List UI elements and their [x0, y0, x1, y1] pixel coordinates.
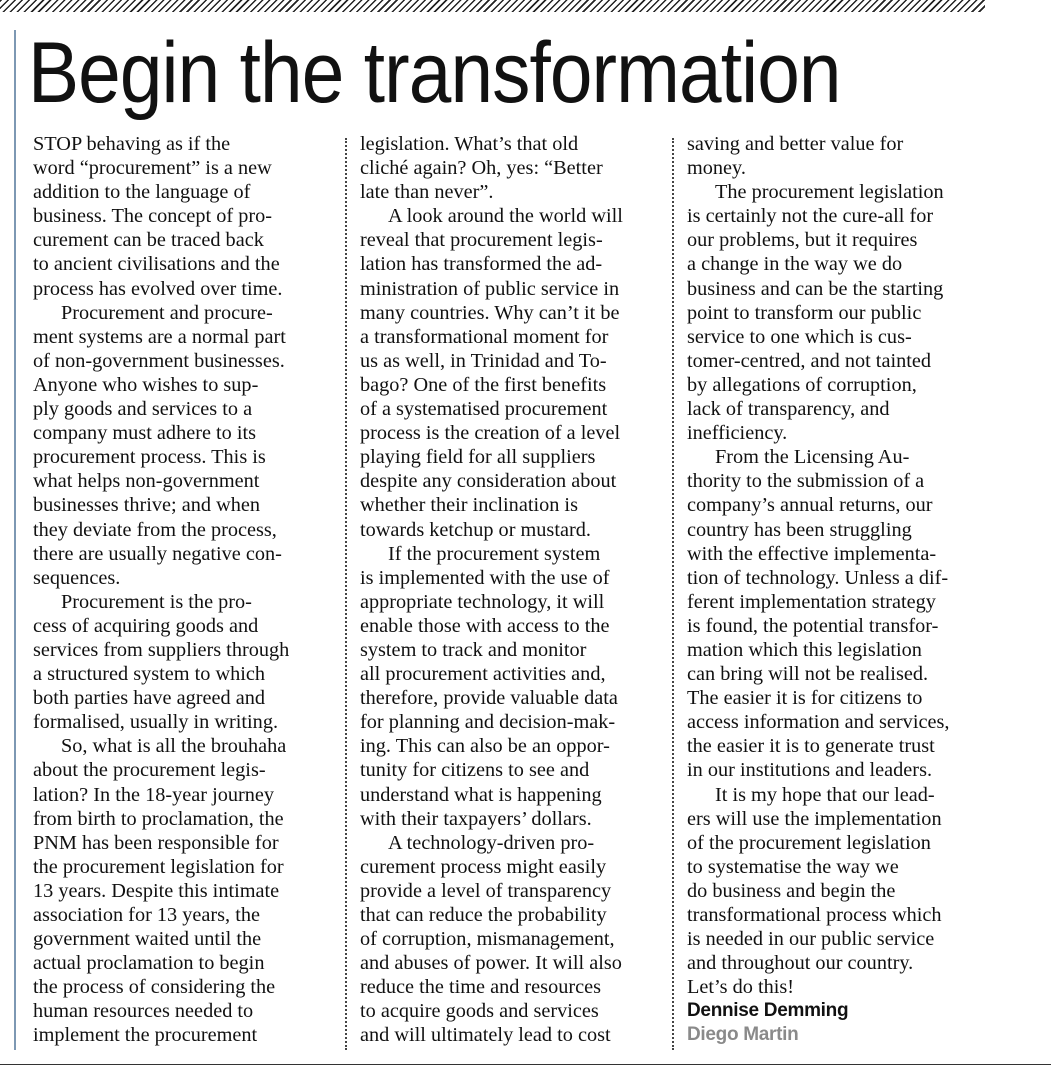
author-location: Diego Martin: [687, 1024, 799, 1046]
article-column-3: [687, 132, 983, 1047]
article-column-1: [33, 132, 329, 1048]
column-divider: [672, 138, 674, 1050]
author-name: Dennise Demming: [687, 1000, 849, 1022]
bottom-rule: [0, 1064, 1051, 1065]
column-divider: [345, 138, 347, 1050]
paragraph: From the Licensing Au- thority to the submission of a company’s annual returns, our country has been struggling with the effective implementa- tion of technology. Unless a dif- ferent implementation strategy is found, the potential transfor- mation which this legislation can bring will not be realised. The easier it is for citizens to access information and services, the easier it is to generate trust in our institutions and leaders.: [687, 446, 950, 782]
paragraph: The procurement legislation is certainly not the cure-all for our problems, but it requires a change in the way we do business and can be the starting point to transform our public service to one which is cus- tomer-centred, and not tainted by allegations of corruption, lack of transparency, and inefficiency.: [687, 181, 944, 445]
paragraph: STOP behaving as if the word “procurement” is a new addition to the language of business. The concept of pro- curement can be traced back to ancient civilisations and the process has evolved over time.: [33, 133, 283, 300]
paragraph: A technology-driven pro- curement process might easily provide a level of transparency that can reduce the probability of corruption, mismanagement, and abuses of power. It will also reduce the time and resources to acquire goods and services and will ultimately lead to cost: [360, 831, 622, 1047]
top-hatch-border: [0, 0, 985, 12]
article-column-2: [360, 132, 656, 1048]
paragraph: legislation. What’s that old cliché again? Oh, yes: “Better late than never”.: [360, 133, 603, 204]
paragraph: Procurement is the pro- cess of acquiring goods and services from suppliers through a structured system to which both parties have agreed and formalised, usually in writing.: [33, 590, 290, 734]
paragraph: So, what is all the brouhaha about the procurement legis- lation? In the 18-year journey from birth to proclamation, the PNM has been responsible for the procurement legislation for 13 years. Despite this intimate association for 13 years, the government waited until the actual proclamation to begin the process of considering the human resources needed to implement the procurement: [33, 735, 287, 1047]
paragraph: It is my hope that our lead- ers will use the implementation of the procurement legislation to systematise the way we do business and begin the transformational process which is needed in our public service and throughout our country. Let’s do this!: [687, 783, 942, 999]
left-accent-rule: [14, 30, 16, 1050]
paragraph: A look around the world will reveal that procurement legis- lation has transformed the ad- ministration of public service in many countries. Why can’t it be a transformational moment for us as well, in Trinidad and To- bago? One of the first benefits of a systematised procurement process is the creation of a level playing field for all suppliers despite any consideration about whether their inclination is towards ketchup or mustard.: [360, 205, 623, 541]
article-headline: Begin the transformation: [28, 25, 841, 121]
paragraph: Procurement and procure- ment systems are a normal part of non-government businesses. Anyone who wishes to sup- ply goods and services to a company must adhere to its procurement process. This is what helps non-government businesses thrive; and when they deviate from the process, there are usually negative con- sequences.: [33, 301, 286, 589]
paragraph: saving and better value for money.: [687, 133, 904, 180]
paragraph: If the procurement system is implemented with the use of appropriate technology, it will enable those with access to the system to track and monitor all procurement activities and, therefore, provide valuable data for planning and decision-mak- ing. This can also be an oppor- tunity for citizens to see and understand what is happening with their taxpayers’ dollars.: [360, 542, 618, 830]
